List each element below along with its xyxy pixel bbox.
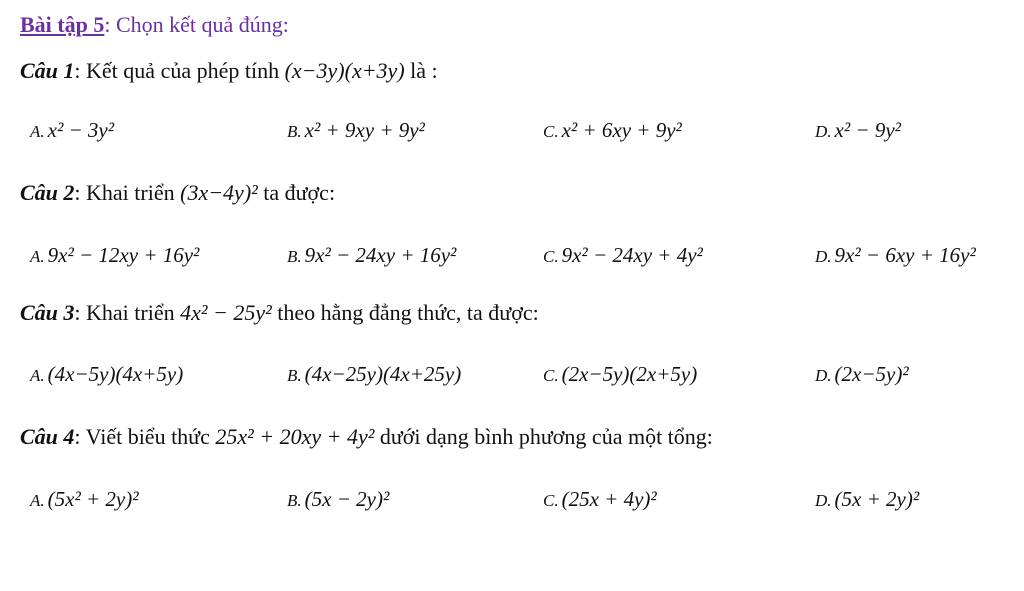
question-4-option-a[interactable]: [30, 487, 139, 512]
option-expression: (5x − 2y)²: [304, 487, 390, 511]
question-3-text-after: theo hằng đẳng thức, ta được:: [271, 300, 539, 325]
option-letter: B.: [287, 247, 302, 266]
question-4-text-before: : Viết biểu thức: [74, 424, 216, 449]
question-1-option-c[interactable]: [543, 118, 682, 143]
question-1-option-a[interactable]: [30, 118, 114, 143]
question-1-option-d[interactable]: [815, 118, 901, 143]
option-letter: A.: [30, 491, 45, 510]
option-letter: A.: [30, 366, 45, 385]
option-letter: D.: [815, 122, 832, 141]
option-expression: x² − 3y²: [47, 118, 115, 142]
exercise-heading: [20, 12, 289, 38]
question-3-label: Câu 3: [20, 300, 75, 325]
question-4-label: Câu 4: [20, 424, 75, 449]
option-letter: B.: [287, 366, 302, 385]
option-letter: D.: [815, 366, 832, 385]
option-expression: 9x² − 24xy + 4y²: [561, 243, 703, 267]
option-expression: (2x−5y)(2x+5y): [561, 362, 698, 386]
question-3: [20, 300, 539, 326]
question-3-option-b[interactable]: [287, 362, 461, 387]
question-1-option-b[interactable]: [287, 118, 425, 143]
question-4-expression: 25x² + 20xy + 4y²: [215, 424, 375, 449]
question-2-option-d[interactable]: [815, 243, 976, 268]
question-1: [20, 58, 438, 84]
question-3-text-before: : Khai triển: [74, 300, 181, 325]
question-1-expression: (x−3y)(x+3y): [284, 58, 405, 83]
option-letter: D.: [815, 247, 832, 266]
question-2-label: Câu 2: [20, 180, 75, 205]
option-letter: A.: [30, 247, 45, 266]
option-expression: (2x−5y)²: [834, 362, 909, 386]
option-expression: x² + 6xy + 9y²: [561, 118, 682, 142]
question-2-text-after: ta được:: [257, 180, 336, 205]
option-letter: A.: [30, 122, 45, 141]
option-letter: C.: [543, 247, 559, 266]
question-4-option-d[interactable]: [815, 487, 919, 512]
option-letter: C.: [543, 366, 559, 385]
option-letter: C.: [543, 491, 559, 510]
question-3-option-c[interactable]: [543, 362, 697, 387]
question-2-option-a[interactable]: [30, 243, 199, 268]
option-expression: 9x² − 6xy + 16y²: [834, 243, 976, 267]
option-expression: (5x + 2y)²: [834, 487, 920, 511]
option-letter: B.: [287, 491, 302, 510]
question-2-option-b[interactable]: [287, 243, 456, 268]
option-letter: C.: [543, 122, 559, 141]
option-letter: D.: [815, 491, 832, 510]
question-3-option-a[interactable]: [30, 362, 183, 387]
option-expression: 9x² − 24xy + 16y²: [304, 243, 457, 267]
question-3-option-d[interactable]: [815, 362, 909, 387]
question-2: [20, 180, 335, 206]
option-expression: (25x + 4y)²: [561, 487, 657, 511]
question-4-option-b[interactable]: [287, 487, 389, 512]
question-4-option-c[interactable]: [543, 487, 657, 512]
question-2-expression: (3x−4y)²: [180, 180, 258, 205]
question-4-text-after: dưới dạng bình phương của một tổng:: [374, 424, 713, 449]
option-expression: (4x−25y)(4x+25y): [304, 362, 462, 386]
question-2-option-c[interactable]: [543, 243, 703, 268]
question-1-text-before: : Kết quả của phép tính: [74, 58, 285, 83]
question-4: [20, 424, 713, 450]
question-2-text-before: : Khai triển: [74, 180, 181, 205]
question-1-label: Câu 1: [20, 58, 75, 83]
option-expression: 9x² − 12xy + 16y²: [47, 243, 200, 267]
option-expression: (4x−5y)(4x+5y): [47, 362, 184, 386]
option-expression: x² − 9y²: [834, 118, 901, 142]
question-3-expression: 4x² − 25y²: [180, 300, 272, 325]
option-letter: B.: [287, 122, 302, 141]
exercise-instruction: : Chọn kết quả đúng:: [104, 12, 289, 37]
question-1-text-after: là :: [404, 58, 438, 83]
exercise-label: Bài tập 5: [20, 12, 105, 37]
option-expression: (5x² + 2y)²: [47, 487, 139, 511]
option-expression: x² + 9xy + 9y²: [304, 118, 425, 142]
